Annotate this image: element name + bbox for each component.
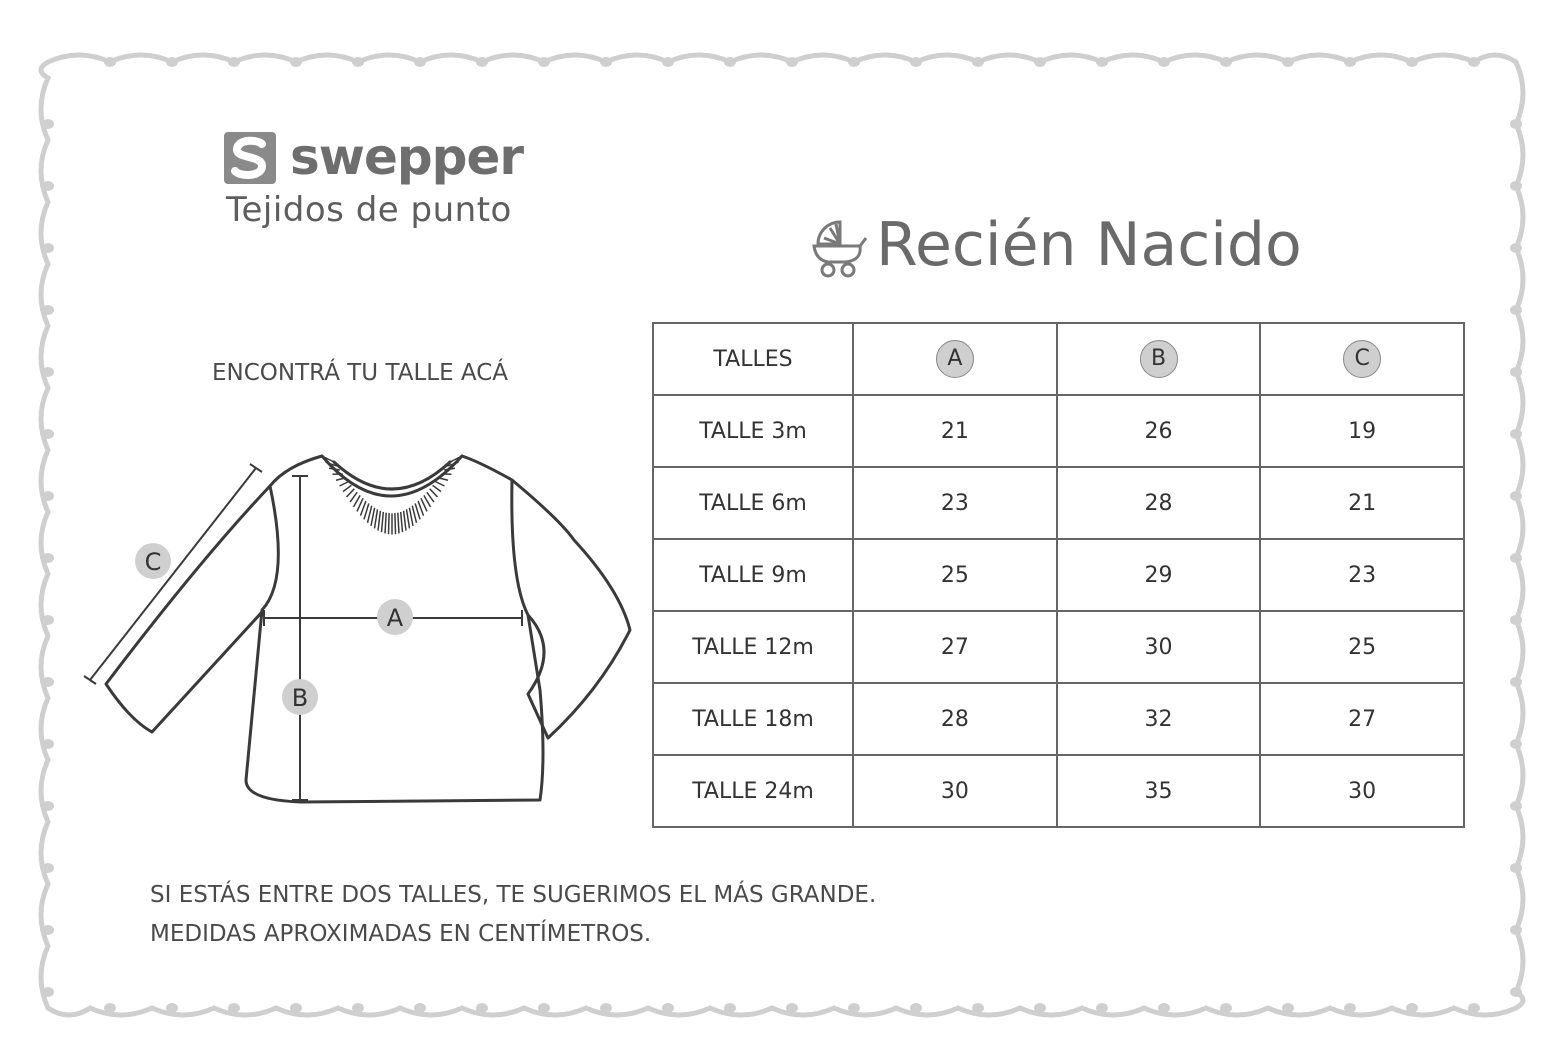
neck-rib-line bbox=[409, 508, 413, 526]
frame-loop bbox=[1510, 429, 1522, 439]
frame-loop bbox=[972, 57, 984, 67]
note-line-1: SI ESTÁS ENTRE DOS TALLES, TE SUGERIMOS EL MÁS GRANDE. bbox=[150, 882, 877, 908]
cell-c: 30 bbox=[1260, 755, 1464, 827]
frame-loop bbox=[1510, 677, 1522, 687]
swepper-logo-icon bbox=[222, 130, 278, 186]
neck-rib-line bbox=[385, 513, 386, 534]
frame-loop bbox=[1406, 57, 1418, 67]
cell-b: 28 bbox=[1057, 467, 1261, 539]
frame-loop bbox=[1510, 863, 1522, 873]
diagram-label-b: B bbox=[291, 684, 309, 712]
table-row bbox=[653, 683, 1464, 755]
page-title: Recién Nacido bbox=[876, 210, 1302, 280]
cell-c: 27 bbox=[1260, 683, 1464, 755]
sweater-diagram bbox=[70, 440, 640, 820]
frame-loop bbox=[290, 57, 302, 67]
frame-loop bbox=[42, 491, 54, 501]
header-c-badge: C bbox=[1343, 340, 1381, 378]
frame-loop bbox=[42, 181, 54, 191]
frame-loop bbox=[1510, 367, 1522, 377]
neck-rib-line bbox=[329, 468, 340, 470]
frame-loop bbox=[1034, 57, 1046, 67]
header-a-badge: A bbox=[936, 340, 974, 378]
frame-loop bbox=[42, 429, 54, 439]
stroller-icon bbox=[810, 214, 872, 280]
find-size-heading: ENCONTRÁ TU TALLE ACÁ bbox=[212, 360, 509, 386]
neck-rib-line bbox=[389, 513, 390, 534]
frame-loop bbox=[1344, 57, 1356, 67]
neck-rib-line bbox=[438, 478, 448, 480]
cell-size: TALLE 24m bbox=[653, 755, 853, 827]
frame-loop bbox=[1096, 57, 1108, 67]
frame-loop bbox=[290, 1003, 302, 1013]
size-table bbox=[652, 322, 1465, 828]
neck-rib-line bbox=[407, 509, 410, 528]
neck-rib-line bbox=[347, 489, 355, 497]
neck-rib-line bbox=[436, 482, 445, 486]
frame-loop bbox=[42, 739, 54, 749]
frame-loop bbox=[600, 1003, 612, 1013]
header-a bbox=[853, 323, 1057, 395]
frame-loop bbox=[848, 57, 860, 67]
frame-loop bbox=[1510, 491, 1522, 501]
frame-loop bbox=[104, 57, 116, 67]
frame-loop bbox=[414, 57, 426, 67]
cell-b: 35 bbox=[1057, 755, 1261, 827]
cell-c: 23 bbox=[1260, 539, 1464, 611]
frame-loop bbox=[724, 1003, 736, 1013]
frame-loop bbox=[786, 57, 798, 67]
neck-rib-line bbox=[398, 513, 399, 534]
neck-rib-line bbox=[350, 492, 357, 502]
neck-rib-line bbox=[378, 511, 380, 531]
frame-loop bbox=[1034, 1003, 1046, 1013]
frame-loop bbox=[42, 367, 54, 377]
frame-loop bbox=[42, 119, 54, 129]
frame-loop bbox=[910, 1003, 922, 1013]
header-size: TALLES bbox=[653, 323, 853, 395]
cell-a: 30 bbox=[853, 755, 1057, 827]
neck-rib-line bbox=[340, 482, 349, 486]
cell-b: 32 bbox=[1057, 683, 1261, 755]
cell-a: 28 bbox=[853, 683, 1057, 755]
neck-rib-line bbox=[375, 509, 378, 528]
frame-loop bbox=[1468, 57, 1480, 67]
frame-loop bbox=[42, 863, 54, 873]
frame-loop bbox=[1510, 305, 1522, 315]
frame-loop bbox=[1220, 1003, 1232, 1013]
frame-loop bbox=[476, 1003, 488, 1013]
cell-c: 19 bbox=[1260, 395, 1464, 467]
brand-tagline: Tejidos de punto bbox=[226, 190, 512, 230]
frame-loop bbox=[352, 57, 364, 67]
frame-loop bbox=[166, 1003, 178, 1013]
neck-rib-line bbox=[343, 485, 351, 491]
neck-rib-line bbox=[395, 513, 396, 534]
diagram-label-c: C bbox=[144, 548, 162, 576]
frame-loop bbox=[848, 1003, 860, 1013]
frame-loop bbox=[1220, 57, 1232, 67]
frame-loop bbox=[786, 1003, 798, 1013]
frame-loop bbox=[42, 243, 54, 253]
frame-loop bbox=[42, 677, 54, 687]
cell-a: 27 bbox=[853, 611, 1057, 683]
frame-loop bbox=[1510, 925, 1522, 935]
frame-loop bbox=[42, 801, 54, 811]
frame-loop bbox=[1510, 181, 1522, 191]
frame-loop bbox=[42, 553, 54, 563]
neck-rib-line bbox=[430, 489, 438, 497]
table-row bbox=[653, 755, 1464, 827]
header-b-badge: B bbox=[1140, 340, 1178, 378]
frame-loop bbox=[1510, 615, 1522, 625]
frame-loop bbox=[166, 57, 178, 67]
cell-a: 25 bbox=[853, 539, 1057, 611]
neck-rib-line bbox=[433, 485, 441, 491]
table-row bbox=[653, 611, 1464, 683]
diagram-label-a: A bbox=[386, 604, 404, 632]
cell-size: TALLE 6m bbox=[653, 467, 853, 539]
frame-loop bbox=[1510, 801, 1522, 811]
neck-rib-line bbox=[444, 468, 455, 470]
note-line-2: MEDIDAS APROXIMADAS EN CENTÍMETROS. bbox=[150, 921, 652, 947]
frame-loop bbox=[538, 57, 550, 67]
frame-loop bbox=[1406, 1003, 1418, 1013]
neck-rib-line bbox=[371, 508, 375, 526]
brand-name: swepper bbox=[290, 128, 524, 186]
neck-rib-line bbox=[404, 511, 406, 531]
cell-c: 21 bbox=[1260, 467, 1464, 539]
frame-loop bbox=[600, 57, 612, 67]
frame-loop bbox=[1468, 1003, 1480, 1013]
table-row bbox=[653, 395, 1464, 467]
table-row bbox=[653, 539, 1464, 611]
frame-loop bbox=[538, 1003, 550, 1013]
frame-loop bbox=[1158, 57, 1170, 67]
frame-loop bbox=[724, 57, 736, 67]
frame-loop bbox=[104, 1003, 116, 1013]
frame-loop bbox=[476, 57, 488, 67]
frame-loop bbox=[910, 57, 922, 67]
frame-loop bbox=[1282, 57, 1294, 67]
frame-loop bbox=[42, 987, 54, 997]
frame-loop bbox=[1510, 119, 1522, 129]
neck-rib-line bbox=[401, 512, 403, 532]
cell-b: 30 bbox=[1057, 611, 1261, 683]
cell-size: TALLE 3m bbox=[653, 395, 853, 467]
frame-loop bbox=[1282, 1003, 1294, 1013]
frame-loop bbox=[42, 305, 54, 315]
frame-loop bbox=[414, 1003, 426, 1013]
frame-loop bbox=[1510, 243, 1522, 253]
frame-loop bbox=[972, 1003, 984, 1013]
frame-loop bbox=[1510, 553, 1522, 563]
frame-loop bbox=[228, 57, 240, 67]
frame-loop bbox=[228, 1003, 240, 1013]
cell-a: 23 bbox=[853, 467, 1057, 539]
cell-size: TALLE 12m bbox=[653, 611, 853, 683]
header-c bbox=[1260, 323, 1464, 395]
frame-loop bbox=[1158, 1003, 1170, 1013]
frame-loop bbox=[1510, 987, 1522, 997]
cell-size: TALLE 9m bbox=[653, 539, 853, 611]
cell-size: TALLE 18m bbox=[653, 683, 853, 755]
frame-loop bbox=[1510, 739, 1522, 749]
neck-rib-line bbox=[427, 492, 434, 502]
table-header-row bbox=[653, 323, 1464, 395]
frame-loop bbox=[1096, 1003, 1108, 1013]
cell-a: 21 bbox=[853, 395, 1057, 467]
frame-loop bbox=[42, 615, 54, 625]
cell-b: 26 bbox=[1057, 395, 1261, 467]
cell-b: 29 bbox=[1057, 539, 1261, 611]
frame-loop bbox=[662, 1003, 674, 1013]
table-row bbox=[653, 467, 1464, 539]
frame-loop bbox=[662, 57, 674, 67]
cell-c: 25 bbox=[1260, 611, 1464, 683]
neck-rib-line bbox=[382, 512, 384, 532]
frame-loop bbox=[352, 1003, 364, 1013]
frame-loop bbox=[42, 925, 54, 935]
frame-loop bbox=[1344, 1003, 1356, 1013]
header-b bbox=[1057, 323, 1261, 395]
